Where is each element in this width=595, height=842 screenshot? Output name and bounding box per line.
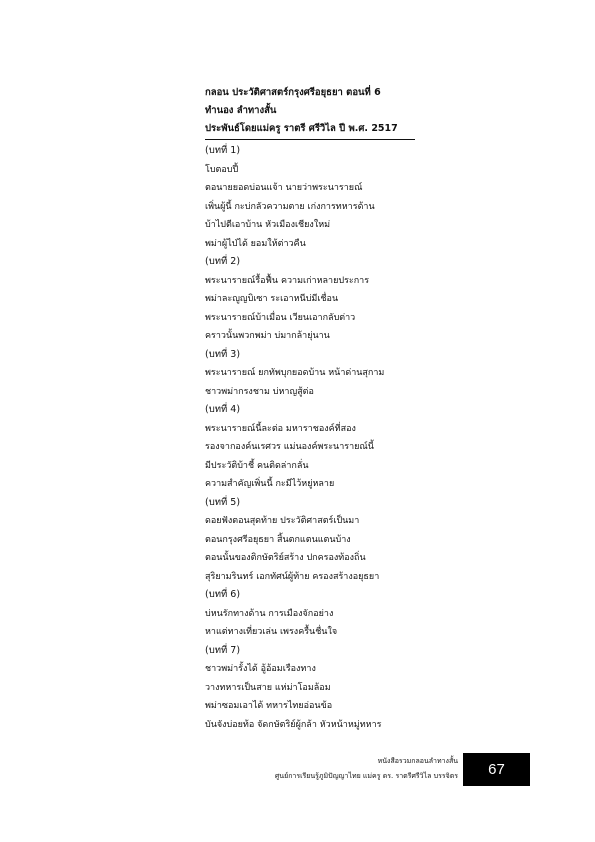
poem-author: ประพันธ์โดยแม่ครู ราตรี ศรีวิไล ปี พ.ศ. 2517 xyxy=(205,123,398,134)
poem-line: หาแต่ทางเที่ยวเล่น เพรงครื้นชื่นใจ xyxy=(205,627,338,637)
stanza-heading: (บทที่ 6) xyxy=(205,589,241,600)
poem-line: ตอนกรุงศรีอยุธยา สิ้นตกแตนแตนบ้าง xyxy=(205,534,351,545)
footer xyxy=(275,754,458,784)
poem-line: พระนารายณ์ ยกทัพบุกยอดบ้าน หน้าด่านสุกาม xyxy=(205,368,385,378)
poem-line: สุริยามรินทร์ เอกทัศน์ผู้ท้าย ครองสร้างอยุธยา xyxy=(205,571,380,582)
poem-line: พม่าผู้ไป่ได้ ยอมให้ต่าวคืน xyxy=(205,238,306,249)
poem-line: บ้าไปตีเอาบ้าน หัวเมืองเชียงใหม่ xyxy=(205,220,331,230)
stanza-heading: (บทที่ 5) xyxy=(205,496,241,508)
poem-title: กลอน ประวัติศาสตร์กรุงศรีอยุธยา ตอนที่ 6 xyxy=(205,87,381,98)
poem-line: ตอนนั้นของติกษัตริย์สร้าง ปกครองท้องถิ่น xyxy=(205,553,366,563)
header-divider xyxy=(205,139,415,140)
document-header xyxy=(205,84,415,140)
poem-line: เพิ่นผู้นี้ กะบ่กลัวความตาย เก่งการทหารด้าน xyxy=(205,201,375,212)
poem-melody: ทำนอง ลำทางสั้น xyxy=(205,105,277,116)
poem-line: มีประวัติบ้าชี้ คนติดล่ากลั่น xyxy=(205,460,309,471)
poem-line: ชาวพม่ารั้งได้ อู้อ้อมเรืองทาง xyxy=(205,664,316,674)
page-number-box xyxy=(463,753,530,786)
poem-line: พม่าละญูญบิเซา ระเอาหนีบ่มีเชื่อน xyxy=(205,294,339,304)
stanza-heading: (บทที่ 3) xyxy=(205,348,241,360)
publisher-line: ศูนย์การเรียนรู้ภูมิปัญญาไทย แม่ครู ดร. ราตรีศรีวิไล บรรจิตร xyxy=(274,772,458,780)
poem-line: คราวนั้นพวกพม่า บ่มากล้ายุ่นาน xyxy=(205,331,330,341)
poem-line: พระนารายณ์รื้อฟื้น ความเก่าหลายประการ xyxy=(205,275,370,286)
poem-line: พระนารายณ์บ้าเมื่อน เวียนเอากลับต่าว xyxy=(205,312,356,323)
stanza-heading: (บทที่ 7) xyxy=(205,644,241,656)
poem-line: พม่าซอมเอาได้ ทหารไทยอ่อนข้อ xyxy=(205,701,333,711)
stanza-heading: (บทที่ 4) xyxy=(205,404,241,415)
poem-line: บ่หนรักทางด้าน การเมืองจักอย่าง xyxy=(205,608,334,619)
poem-line: รองจากองค์นเรศวร แม่นองค์พระนารายณ์นี้ xyxy=(205,442,374,452)
poem-body xyxy=(205,142,435,734)
page-number: 67 xyxy=(488,761,505,778)
poem-line: ตอนายยอดบ่อนแจ้า นายว่าพระนารายณ์ xyxy=(205,183,363,193)
poem-line: โบตอบปี้ xyxy=(205,164,239,175)
stanza-heading: (บทที่ 2) xyxy=(205,256,241,267)
stanza-heading: (บทที่ 1) xyxy=(205,145,241,156)
poem-line: ความสำคัญเพิ่นนี้ กะมีไว้หยู่หลาย xyxy=(205,479,335,489)
poem-line: พระนารายณ์นี้ละต่อ มหาราชองค์ที่สอง xyxy=(205,423,356,434)
poem-line: ดอยฟังตอนสุดท้าย ประวัติศาสตร์เป็นมา xyxy=(205,516,360,526)
poem-line: บันจังบ่อยท้อ จัดกษัตริย์ผู้กล้า หัวหน้าหมู่ทหาร xyxy=(205,719,382,730)
poem-line: ชาวพม่ากรงชาม บ่หาญสู้ต่อ xyxy=(205,386,314,397)
book-title: หนังสือรวมกลอนลำทางสั้น xyxy=(377,757,458,765)
poem-line: วางทหารเป็นสาย แห่ม่าโอมล้อม xyxy=(205,682,331,693)
